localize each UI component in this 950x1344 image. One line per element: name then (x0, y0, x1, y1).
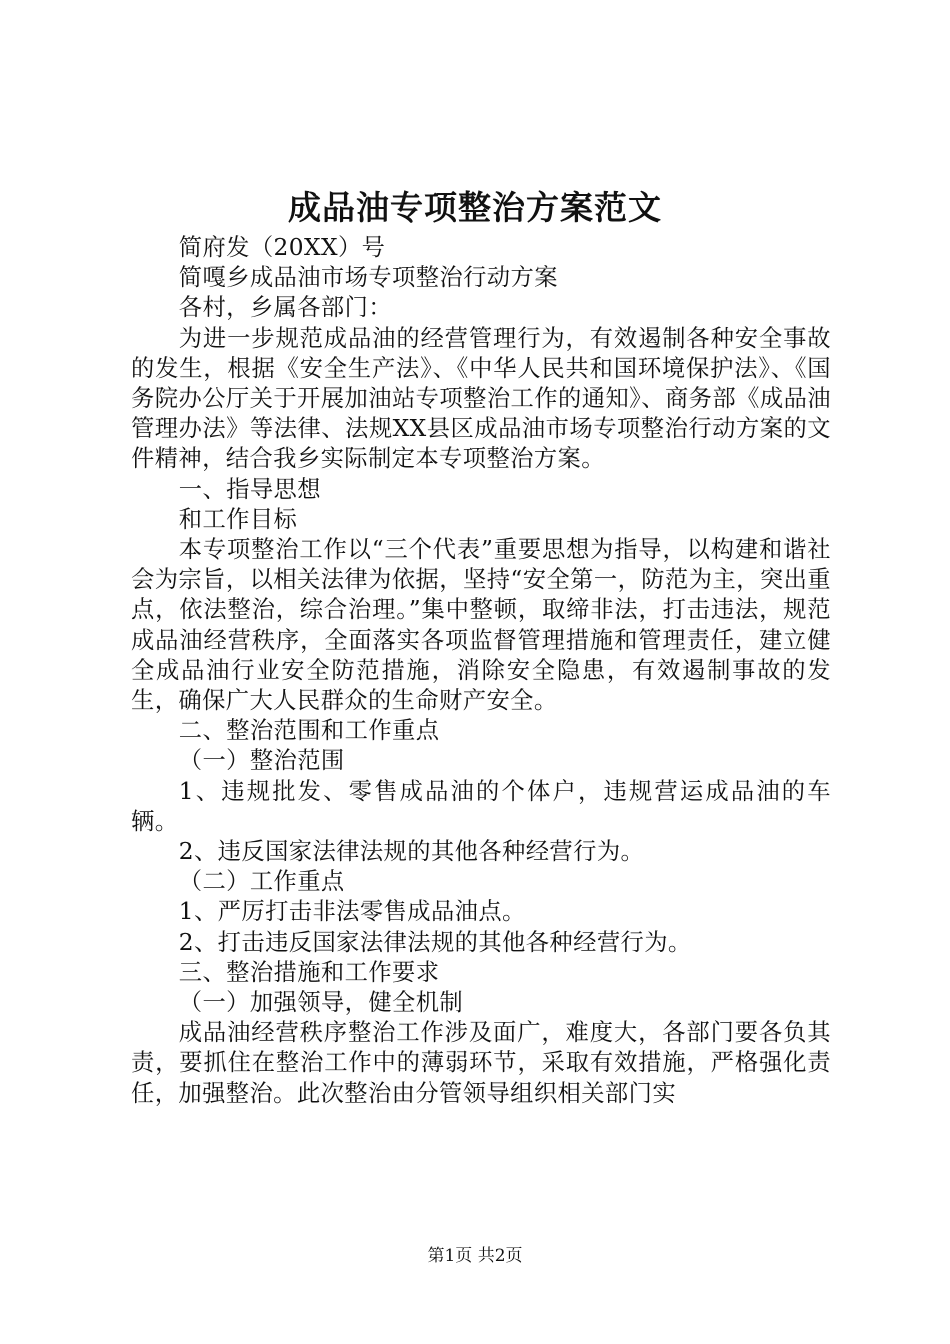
heading-section-1-cont: 和工作目标 (178, 505, 298, 533)
list-item: 1、违规批发、零售成品油的个体户，违规营运成品油的车辆。 (131, 777, 831, 835)
salutation: 各村，乡属各部门： (178, 294, 393, 322)
page-footer: 第1页 共2页 (427, 1246, 523, 1266)
doc-number: 简府发（20XX）号 (178, 234, 386, 261)
document-body (131, 233, 831, 1109)
document-title: 成品油专项整治方案范文 (288, 188, 662, 227)
plan-name: 简嘎乡成品油市场专项整治行动方案 (178, 264, 558, 292)
subheading-focus: （二）工作重点 (178, 868, 345, 896)
paragraph-leadership: 成品油经营秩序整治工作涉及面广，难度大，各部门要各负其责，要抓住在整治工作中的薄弱环节，采取有效措施，严格强化责任，加强整治。此次整治由分管领导组织相关部门实 (131, 1019, 831, 1107)
paragraph-intro: 为进一步规范成品油的经营管理行为，有效遏制各种安全事故的发生，根据《安全生产法》、《中华人民共和国环境保护法》、《国务院办公厅关于开展加油站专项整治工作的通知》、商务部《成品油管理办法》等法律、法规XX县区成品油市场专项整治行动方案的文件精神，结合我乡实际制定本专项整治方案。 (131, 324, 831, 473)
heading-section-3: 三、整治措施和工作要求 (178, 958, 440, 986)
subheading-scope: （一）整治范围 (178, 747, 345, 775)
list-item: 2、打击违反国家法律法规的其他各种经营行为。 (178, 928, 692, 956)
heading-section-1: 一、指导思想 (178, 475, 321, 503)
list-item: 1、严厉打击非法零售成品油点。 (178, 898, 526, 926)
list-item: 2、违反国家法律法规的其他各种经营行为。 (178, 838, 645, 866)
heading-section-2: 二、整治范围和工作重点 (178, 717, 440, 745)
subheading-leadership: （一）加强领导，健全机制 (178, 989, 464, 1017)
paragraph-guiding: 本专项整治工作以“三个代表”重要思想为指导，以构建和谐社会为宗旨，以相关法律为依据，坚持“安全第一，防范为主，突出重点，依法整治，综合治理。”集中整顿，取缔非法，打击违法，规范成品油经营秩序，全面落实各项监督管理措施和管理责任，建立健全成品油行业安全防范措施，消除安全隐患，有效遏制事故的发生，确保广大人民群众的生命财产安全。 (131, 536, 831, 715)
